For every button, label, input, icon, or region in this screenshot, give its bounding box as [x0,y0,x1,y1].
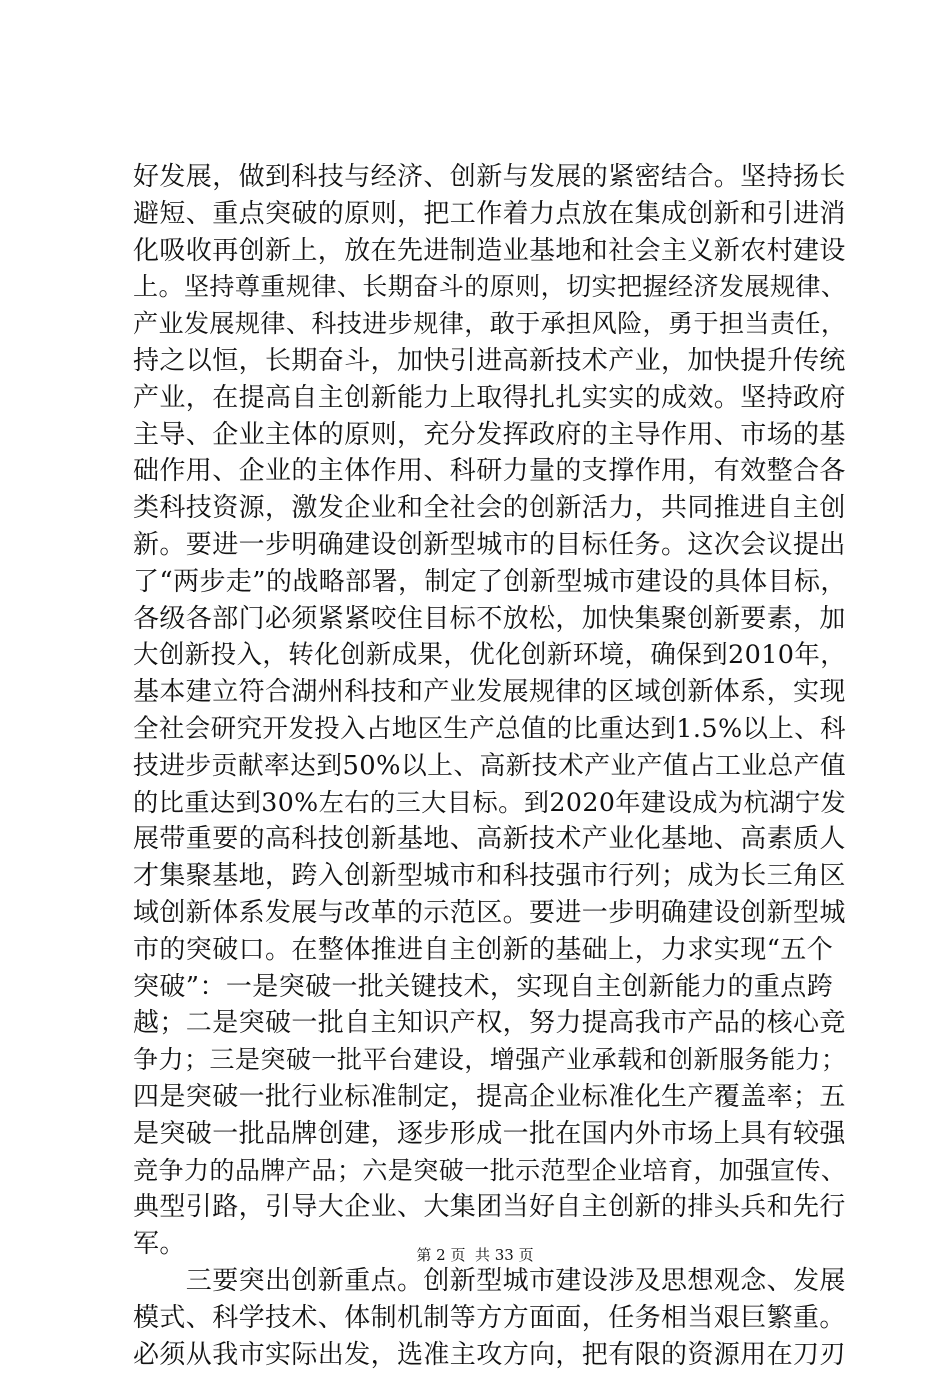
text-line: 主导、企业主体的原则，充分发挥政府的主导作用、市场的基 [133,417,849,454]
page-number-label: 第 2 页 共 33 页 [416,1246,533,1264]
text-line: 模式、科学技术、体制机制等方方面面，任务相当艰巨繁重。 [133,1300,849,1337]
text-line: 了“两步走”的战略部署，制定了创新型城市建设的具体目标， [133,564,849,601]
text-line: 产业发展规律、科技进步规律，敢于承担风险，勇于担当责任， [133,306,849,343]
text-line: 突破”：一是突破一批关键技术，实现自主创新能力的重点跨 [133,969,849,1006]
text-line: 竞争力的品牌产品；六是突破一批示范型企业培育，加强宣传、 [133,1153,849,1190]
text-line: 好发展，做到科技与经济、创新与发展的紧密结合。坚持扬长 [133,159,849,196]
text-line: 基本建立符合湖州科技和产业发展规律的区域创新体系，实现 [133,674,849,711]
text-line: 展带重要的高科技创新基地、高新技术产业化基地、高素质人 [133,821,849,858]
text-line: 三要突出创新重点。创新型城市建设涉及思想观念、发展 [133,1263,849,1300]
text-line: 典型引路，引导大企业、大集团当好自主创新的排头兵和先行 [133,1189,849,1226]
text-line: 的比重达到30%左右的三大目标。到2020年建设成为杭湖宁发 [133,785,849,822]
text-line: 四是突破一批行业标准制定，提高企业标准化生产覆盖率；五 [133,1079,849,1116]
text-line: 是突破一批品牌创建，逐步形成一批在国内外市场上具有较强 [133,1116,849,1153]
text-line: 越；二是突破一批自主知识产权，努力提高我市产品的核心竞 [133,1005,849,1042]
text-line: 争力；三是突破一批平台建设，增强产业承载和创新服务能力； [133,1042,849,1079]
text-line: 上。坚持尊重规律、长期奋斗的原则，切实把握经济发展规律、 [133,269,849,306]
text-line: 必须从我市实际出发，选准主攻方向，把有限的资源用在刀刃 [133,1337,849,1373]
text-line: 类科技资源，激发企业和全社会的创新活力，共同推进自主创 [133,490,849,527]
body-text [133,159,849,1373]
text-line: 大创新投入，转化创新成果，优化创新环境，确保到2010年， [133,637,849,674]
text-line: 军。 [133,1226,849,1263]
text-line: 新。要进一步明确建设创新型城市的目标任务。这次会议提出 [133,527,849,564]
text-line: 础作用、企业的主体作用、科研力量的支撑作用，有效整合各 [133,453,849,490]
text-line: 产业，在提高自主创新能力上取得扎扎实实的成效。坚持政府 [133,380,849,417]
text-line: 各级各部门必须紧紧咬住目标不放松，加快集聚创新要素，加 [133,601,849,638]
text-line: 市的突破口。在整体推进自主创新的基础上，力求实现“五个 [133,932,849,969]
page-footer [0,1244,950,1266]
text-line: 持之以恒，长期奋斗，加快引进高新技术产业，加快提升传统 [133,343,849,380]
text-line: 化吸收再创新上，放在先进制造业基地和社会主义新农村建设 [133,233,849,270]
text-line: 全社会研究开发投入占地区生产总值的比重达到1.5%以上、科 [133,711,849,748]
text-line: 才集聚基地，跨入创新型城市和科技强市行列；成为长三角区 [133,858,849,895]
text-line: 避短、重点突破的原则，把工作着力点放在集成创新和引进消 [133,196,849,233]
text-line: 域创新体系发展与改革的示范区。要进一步明确建设创新型城 [133,895,849,932]
text-line: 技进步贡献率达到50%以上、高新技术产业产值占工业总产值 [133,748,849,785]
